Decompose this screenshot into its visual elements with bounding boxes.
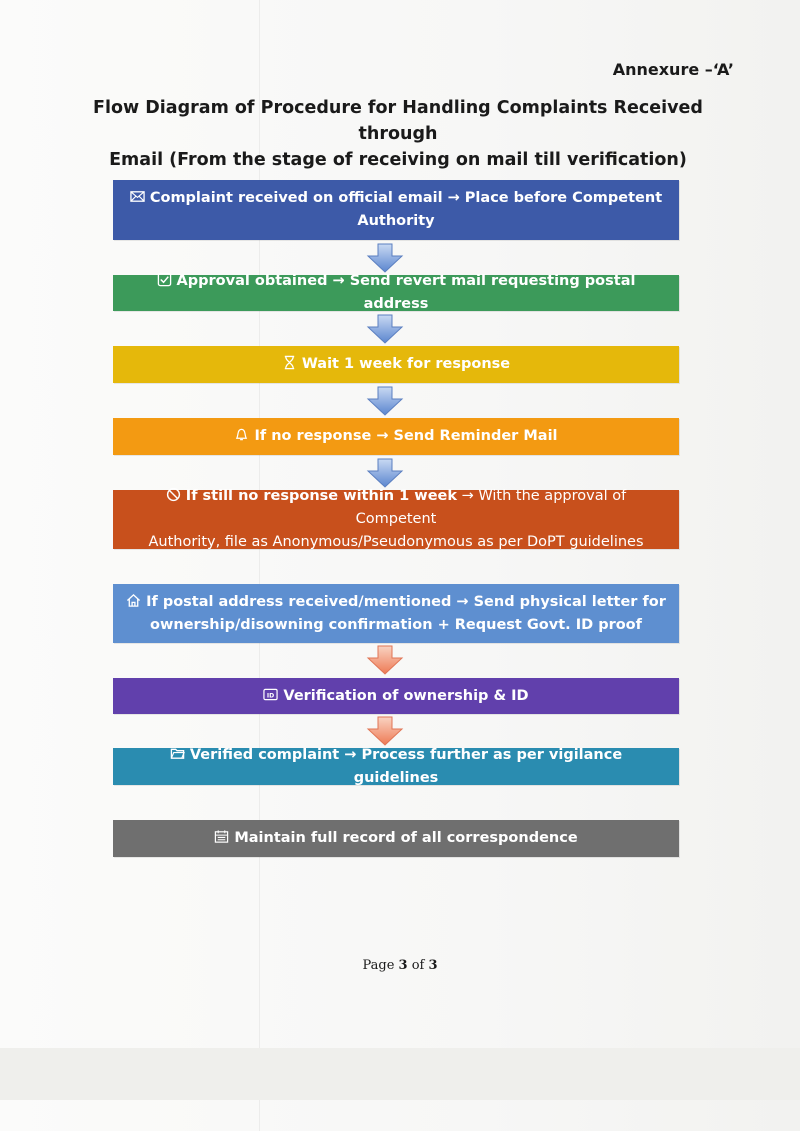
step-6-line-2: ownership/disowning confirmation + Request Govt. ID proof (150, 616, 642, 633)
step-4-box (113, 418, 679, 455)
bell-icon (234, 427, 249, 442)
step-5-box (113, 490, 679, 549)
envelope-icon (130, 189, 145, 204)
flow-arrow-6 (365, 716, 405, 746)
flow-arrow-1 (365, 243, 405, 273)
scan-bottom-strip (0, 1048, 800, 1100)
step-5-line-2: Authority, file as Anonymous/Pseudonymous as per DoPT guidelines (148, 534, 644, 550)
flow-arrow-4 (365, 458, 405, 488)
step-7-box (113, 678, 679, 714)
step-3-box (113, 346, 679, 383)
flow-arrow-3 (365, 386, 405, 416)
prohibited-icon (166, 487, 181, 502)
hourglass-icon (282, 355, 297, 370)
step-6-box (113, 584, 679, 643)
page-total: 3 (428, 958, 438, 973)
flow-arrow-2 (365, 314, 405, 344)
annexure-label: Annexure –‘A’ (612, 60, 734, 79)
step-2-box (113, 275, 679, 311)
step-2-line-1: Approval obtained → Send revert mail requesting postal address (176, 273, 636, 312)
step-1-line-1: Complaint received on official email → Place before Competent (149, 190, 663, 206)
step-8-line-1: Verified complaint → Process further as per vigilance guidelines (189, 746, 623, 786)
svg-text:ID: ID (267, 691, 275, 699)
house-icon (126, 593, 141, 608)
folder-icon (170, 746, 185, 761)
step-1-box (113, 180, 679, 240)
checkbox-icon (157, 272, 172, 287)
title-line-2: Email (From the stage of receiving on mail till verification) (109, 150, 687, 170)
id-card-icon (263, 687, 278, 702)
page-current: 3 (398, 958, 408, 973)
step-9-line-1: Maintain full record of all correspondence (234, 830, 578, 846)
flow-arrow-5 (365, 645, 405, 675)
step-9-box (113, 820, 679, 857)
page-label: Page (362, 958, 395, 973)
step-3-line-1: Wait 1 week for response (301, 356, 511, 372)
step-5-line-1-rest: → With the approval of Competent (355, 488, 627, 527)
step-4-line-1: If no response → Send Reminder Mail (254, 428, 558, 444)
calendar-icon (214, 829, 229, 844)
step-1-line-2: Authority (357, 213, 435, 229)
page-title (60, 95, 736, 173)
step-5-line-1-bold: If still no response within 1 week (185, 488, 457, 504)
title-line-1: Flow Diagram of Procedure for Handling Complaints Received through (93, 98, 703, 144)
page-number (0, 958, 800, 973)
step-8-box (113, 748, 679, 785)
step-7-line-1: Verification of ownership & ID (283, 687, 529, 704)
page-of-label: of (411, 958, 425, 973)
step-6-line-1: If postal address received/mentioned → Send physical letter for (146, 593, 666, 610)
